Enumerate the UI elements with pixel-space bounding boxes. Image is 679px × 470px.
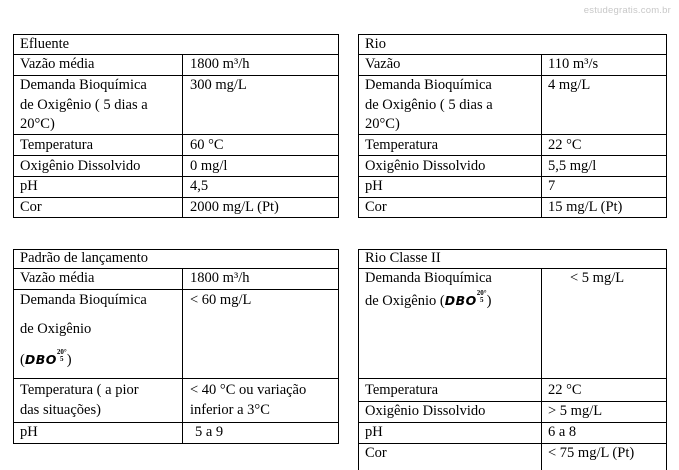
row-label: Cor [365,199,387,215]
table-title: Efluente [20,36,70,52]
row-value: 15 mg/L (Pt) [548,199,623,215]
row-label: Temperatura ( a pior [20,382,139,398]
row-label: Oxigênio Dissolvido [365,158,486,174]
row-label: Demanda Bioquímica [20,77,147,93]
table-title: Rio Classe II [365,250,441,266]
row-value: 1800 m³/h [190,56,250,72]
row-value: 22 °C [548,137,582,153]
row-value: 4,5 [190,178,209,194]
row-label: Oxigênio Dissolvido [365,403,486,419]
row-label: pH [365,424,383,440]
row-label: 20°C) [365,116,400,132]
row-value: 110 m³/s [548,56,599,72]
row-label: Vazão média [20,270,95,286]
row-label: Demanda Bioquímica [365,77,492,93]
row-label: Vazão [365,56,401,72]
row-value: < 60 mg/L [190,292,252,308]
row-label: Temperatura [20,137,94,153]
row-value: 5 a 9 [195,424,224,440]
row-value: < 75 mg/L (Pt) [548,445,635,461]
row-value: 0 mg/l [190,158,228,174]
row-label: Demanda Bioquímica [365,270,492,286]
row-label: Oxigênio Dissolvido [20,158,141,174]
row-label: pH [365,178,383,194]
row-value: 7 [548,178,556,194]
row-value: 6 a 8 [548,424,577,440]
dbo-label-line: de Oxigênio (DBO 20° 5 ) [365,289,492,309]
row-label: 20°C) [20,116,55,132]
row-label: de Oxigênio ( 5 dias a [365,97,493,113]
row-label: Temperatura [365,382,439,398]
row-value: inferior a 3°C [190,402,270,418]
row-label: das situações) [20,402,101,418]
dbo-symbol: (DBO 20° 5 ) [20,348,72,368]
table-title: Padrão de lançamento [20,250,149,266]
row-label: pH [20,178,38,194]
row-value: < 5 mg/L [570,270,625,286]
row-value: 2000 mg/L (Pt) [190,199,279,215]
table-title: Rio [365,36,386,52]
row-label: pH [20,424,38,440]
row-value: 1800 m³/h [190,270,250,286]
row-value: 4 mg/L [548,77,591,93]
row-value: 300 mg/L [190,77,247,93]
watermark: estudegratis.com.br [583,5,671,16]
row-value: 60 °C [190,137,224,153]
row-label: Cor [20,199,42,215]
row-label: Cor [365,445,387,461]
row-value: 22 °C [548,382,582,398]
row-label: Demanda Bioquímica [20,292,147,308]
row-label: Vazão média [20,56,95,72]
row-value: < 40 °C ou variação [190,382,307,398]
row-value: > 5 mg/L [548,403,603,419]
row-label: de Oxigênio [20,321,92,337]
row-label: Temperatura [365,137,439,153]
row-value: 5,5 mg/l [548,158,597,174]
row-label: de Oxigênio ( 5 dias a [20,97,148,113]
